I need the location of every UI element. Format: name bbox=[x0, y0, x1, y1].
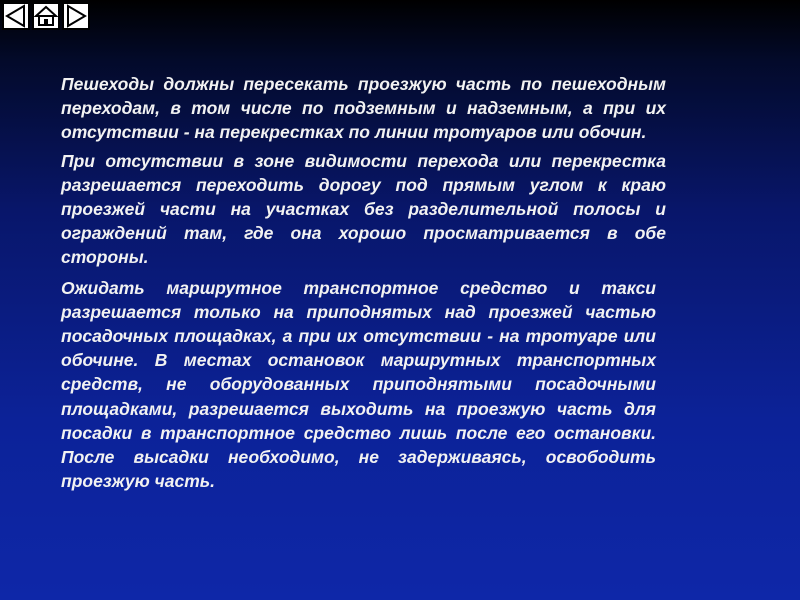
previous-slide-button[interactable] bbox=[2, 2, 30, 30]
arrow-right-icon bbox=[64, 4, 88, 28]
arrow-left-icon bbox=[4, 4, 28, 28]
next-slide-button[interactable] bbox=[62, 2, 90, 30]
paragraph-waiting-transport: Ожидать маршрутное транспортное средство и такси разрешается только на приподнятых над проезжей частью посадочных площадках, а при их отсутствии - на тротуаре или обочине. В местах остановок маршрутных транспортных средств, не оборудованных приподнятыми посадочными площадками, разрешается выходить на проезжую часть для посадки в транспортное средство лишь после его остановки. После высадки необходимо, не задерживаясь, освободить проезжую часть. bbox=[61, 277, 656, 492]
paragraph-no-crossing-visible: При отсутствии в зоне видимости перехода или перекрестка разрешается переходить дорогу под прямым углом к краю проезжей части на участках без разделительной полосы и ограждений там, где она хорошо просматривается в обе стороны. bbox=[61, 150, 666, 268]
home-slide-button[interactable] bbox=[32, 2, 60, 30]
paragraph-crossing-rules: Пешеходы должны пересекать проезжую часть по пешеходным переходам, в том числе по подземным и надземным, а при их отсутствии - на перекрестках по линии тротуаров или обочин. bbox=[61, 74, 666, 143]
home-icon bbox=[34, 4, 58, 28]
slide-navigation bbox=[2, 2, 92, 30]
slide-body-text bbox=[61, 72, 666, 493]
